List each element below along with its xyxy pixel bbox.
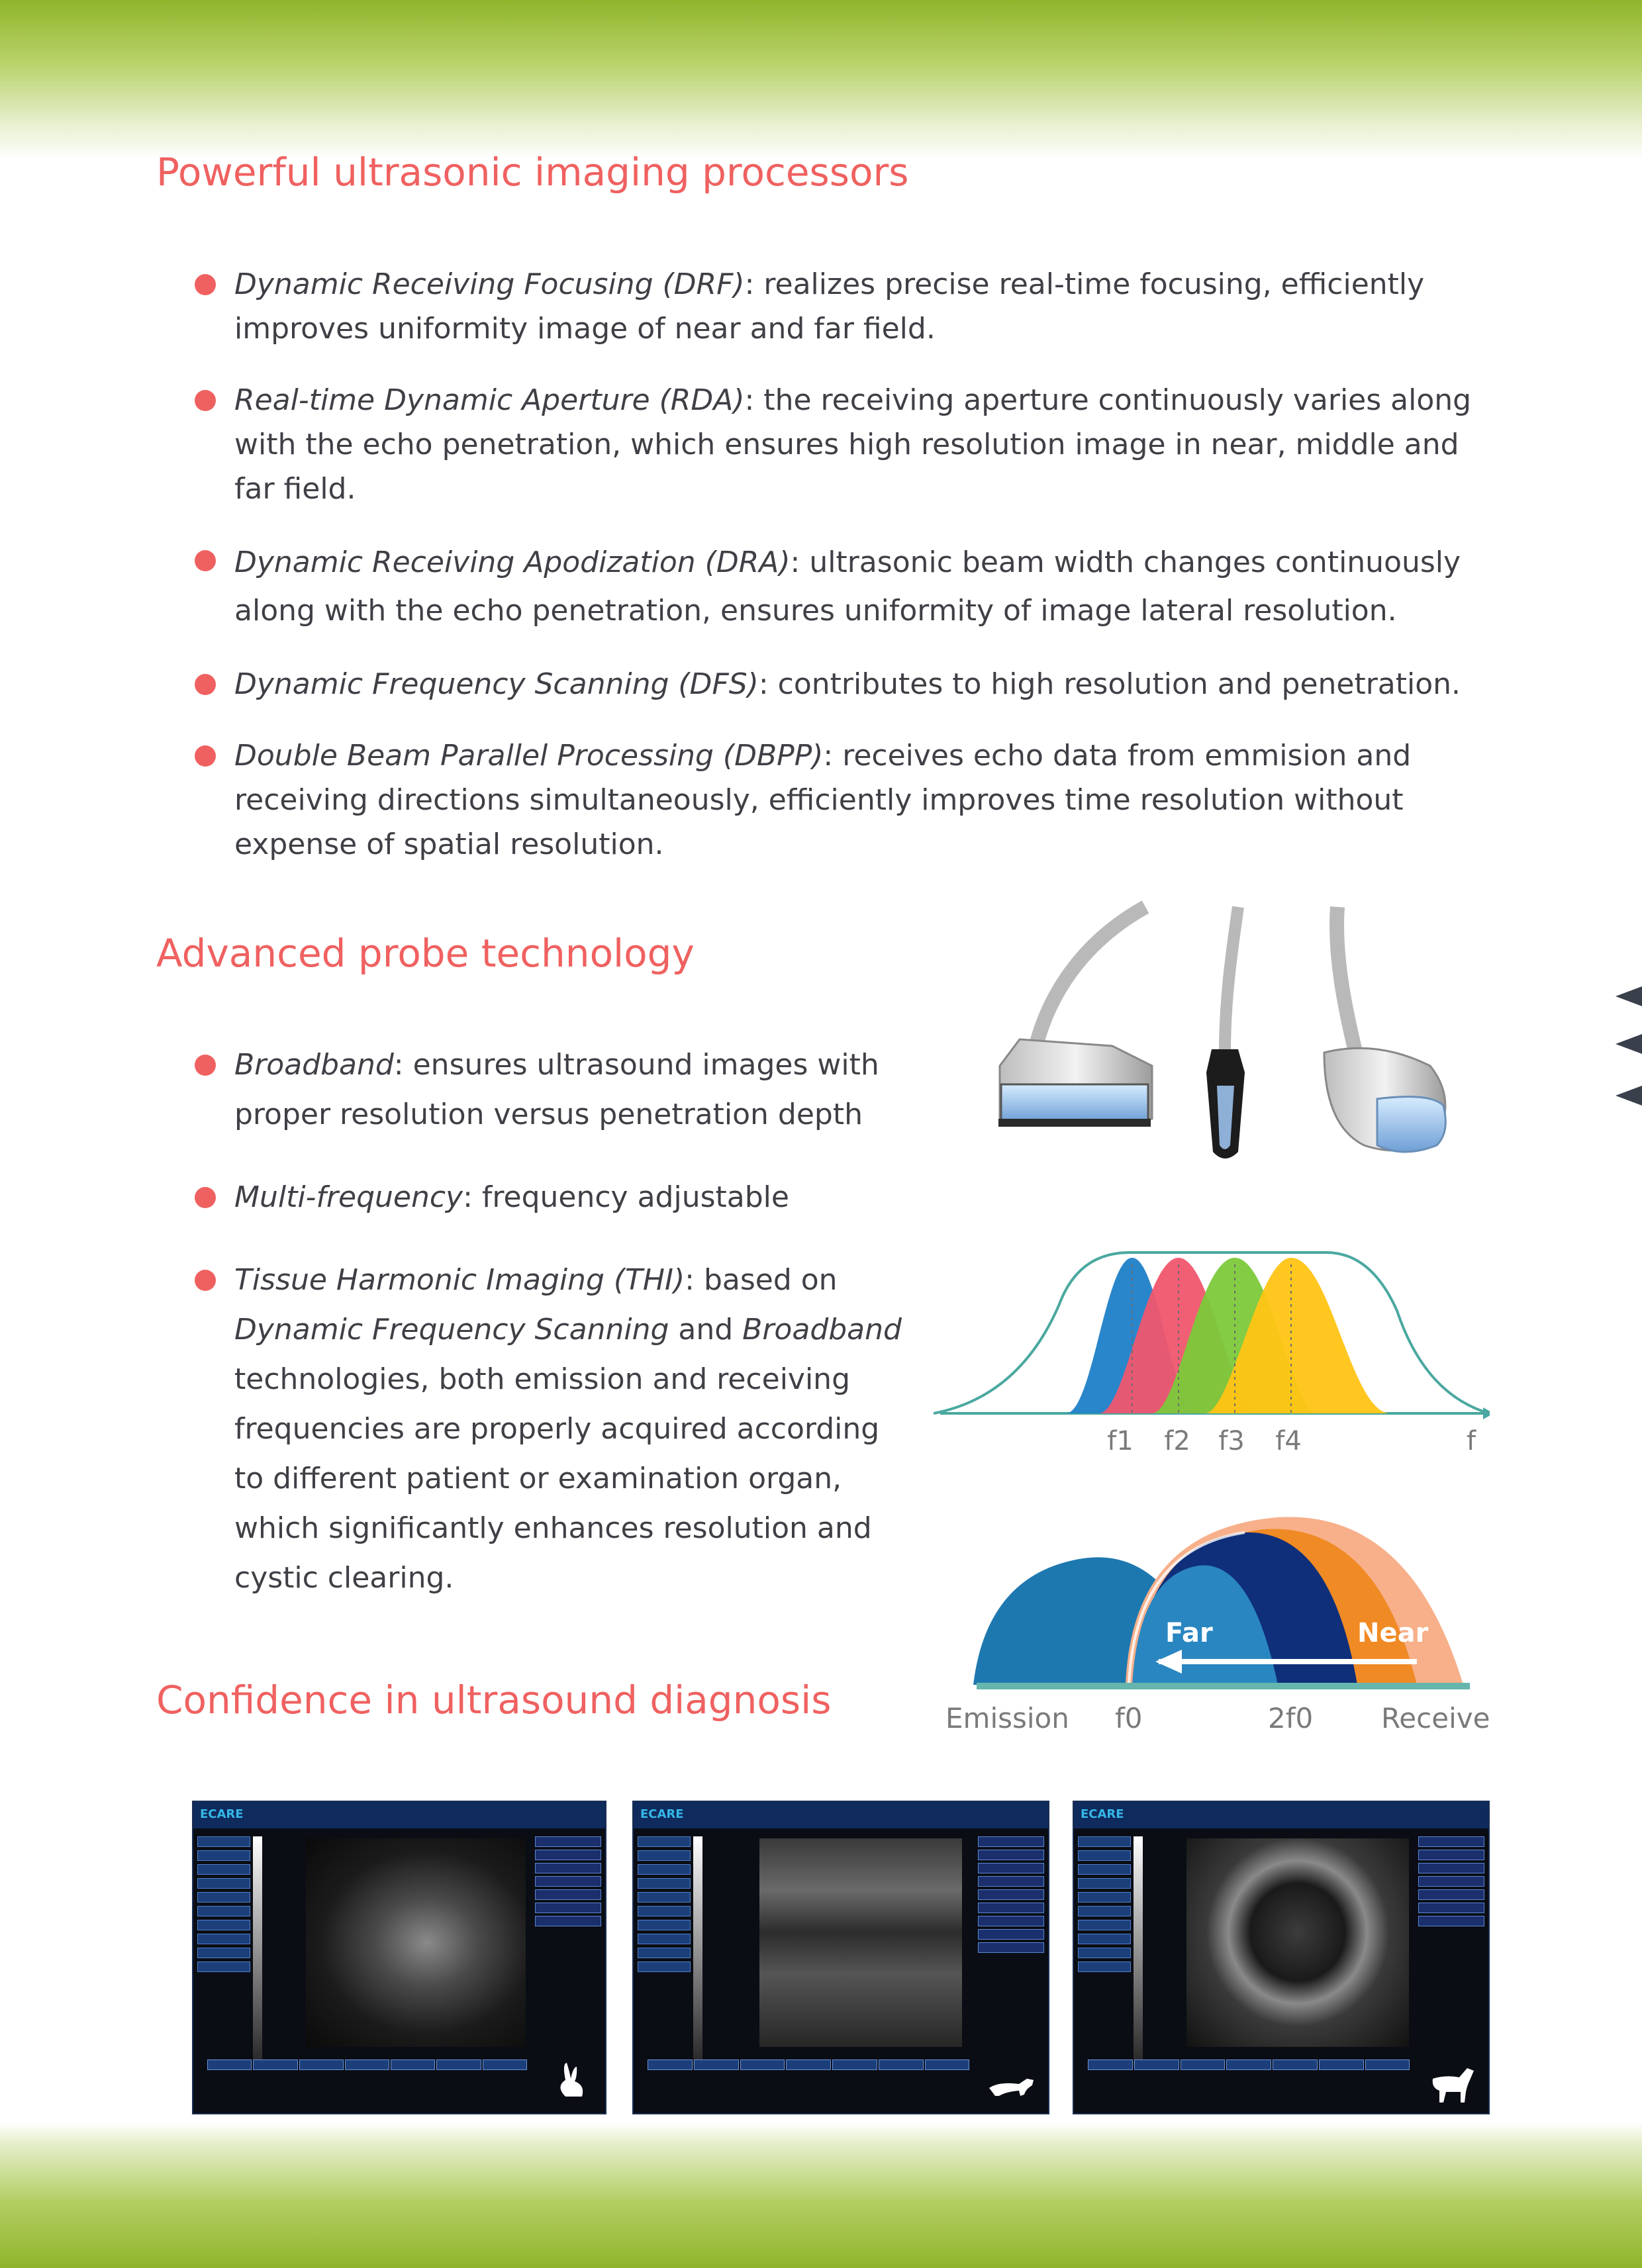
brand-logo: ECARE xyxy=(1081,1807,1124,1821)
heading-imaging-processors: Powerful ultrasonic imaging processors xyxy=(156,150,909,195)
axis-emission: Emission xyxy=(945,1702,1069,1734)
feature-term-broadband: Broadband xyxy=(742,1313,902,1347)
list-item xyxy=(156,1172,918,1222)
probe-feature-list xyxy=(156,1040,918,1603)
near-label: Near xyxy=(1357,1618,1429,1648)
probe-illustration xyxy=(953,900,1483,1165)
bullet-icon xyxy=(195,274,216,295)
axis-2f0: 2f0 xyxy=(1268,1702,1314,1734)
feature-text: : the receiving aperture continuously varies along with the echo penetration, which ensures high resolution image in near, middle and far field. xyxy=(234,383,1472,506)
feature-term: Dynamic Receiving Apodization (DRA) xyxy=(234,545,791,579)
endocavity-probe-icon xyxy=(1206,907,1245,1158)
feature-term: Double Beam Parallel Processing (DBPP) xyxy=(234,739,824,773)
axis-receive: Receive xyxy=(1381,1702,1490,1734)
brand-logo: ECARE xyxy=(640,1807,684,1821)
far-label: Far xyxy=(1165,1618,1213,1648)
feature-term: Real-time Dynamic Aperture (RDA) xyxy=(234,383,745,417)
feature-text: : based on xyxy=(685,1263,838,1297)
feature-term: Dynamic Receiving Focusing (DRF) xyxy=(234,267,745,301)
bullet-icon xyxy=(195,1055,216,1076)
thi-diagram xyxy=(934,1503,1496,1741)
freq-label-f4: f4 xyxy=(1275,1426,1302,1456)
heading-probe-technology: Advanced probe technology xyxy=(156,931,695,976)
bottom-green-band xyxy=(0,2122,1642,2268)
feature-term: Multi-frequency xyxy=(234,1180,463,1214)
arrow-left-icon xyxy=(1616,986,1642,1006)
bullet-icon xyxy=(195,1270,216,1291)
bullet-icon xyxy=(195,674,216,695)
feature-term-dfs: Dynamic Frequency Scanning xyxy=(234,1313,669,1347)
bullet-icon xyxy=(195,390,216,411)
linear-probe-icon xyxy=(998,907,1152,1127)
feature-term: Dynamic Frequency Scanning (DFS) xyxy=(234,667,759,701)
freq-label-f2: f2 xyxy=(1164,1426,1190,1456)
feature-text: : frequency adjustable xyxy=(463,1180,789,1214)
list-item xyxy=(156,538,1500,635)
feature-text: : ultrasonic beam width changes continuously along with the echo penetration, ensures uniformity of image lateral resolution. xyxy=(234,545,1461,628)
freq-label-f: f xyxy=(1466,1426,1476,1456)
side-arrows xyxy=(1616,986,1642,1119)
feature-text: : realizes precise real-time focusing, efficiently improves uniformity image of near and far field. xyxy=(234,267,1425,346)
heading-confidence: Confidence in ultrasound diagnosis xyxy=(156,1677,832,1723)
feature-text: : receives echo data from emmision and receiving directions simultaneously, efficiently improves time resolution without expense of spatial resolution. xyxy=(234,739,1412,861)
bullet-icon xyxy=(195,550,216,571)
ultrasound-screen-3 xyxy=(1073,1801,1490,2114)
linear-scan-image xyxy=(759,1838,962,2047)
organ-scan-image xyxy=(1186,1838,1409,2047)
freq-label-f3: f3 xyxy=(1218,1426,1245,1456)
frequency-band-chart xyxy=(934,1245,1490,1463)
bullet-icon xyxy=(195,1187,216,1208)
horse-icon xyxy=(1426,2065,1479,2105)
feature-text: : ensures ultrasound images with proper resolution versus penetration depth xyxy=(234,1048,879,1131)
list-item xyxy=(156,1040,918,1139)
top-green-band xyxy=(0,0,1642,159)
arrow-left-icon xyxy=(1616,1034,1642,1054)
freq-label-f1: f1 xyxy=(1107,1426,1134,1456)
arrow-left-icon xyxy=(1616,1086,1642,1106)
list-item xyxy=(156,378,1500,511)
list-item xyxy=(156,262,1500,351)
kidney-scan-image xyxy=(306,1838,526,2047)
list-item xyxy=(156,733,1500,867)
axis-f0: f0 xyxy=(1115,1702,1143,1734)
feature-term: Broadband xyxy=(234,1048,394,1082)
ultrasound-screen-2 xyxy=(632,1801,1049,2114)
feature-term: Tissue Harmonic Imaging (THI) xyxy=(234,1263,685,1297)
list-item xyxy=(156,662,1500,706)
processor-feature-list xyxy=(156,262,1500,894)
list-item xyxy=(156,1255,918,1603)
brand-logo: ECARE xyxy=(200,1807,244,1821)
feature-text: and xyxy=(669,1313,743,1347)
bullet-icon xyxy=(195,745,216,767)
ultrasound-screen-1 xyxy=(192,1801,606,2114)
axis-arrow-icon xyxy=(1483,1407,1490,1419)
dog-icon xyxy=(986,2075,1039,2101)
convex-probe-icon xyxy=(1324,907,1445,1152)
feature-text: technologies, both emission and receiving frequencies are properly acquired according to different patient or examination organ, which significantly enhances resolution and cystic clearing. xyxy=(234,1362,880,1595)
feature-text: : contributes to high resolution and penetration. xyxy=(758,667,1461,701)
rabbit-icon xyxy=(552,2060,592,2100)
